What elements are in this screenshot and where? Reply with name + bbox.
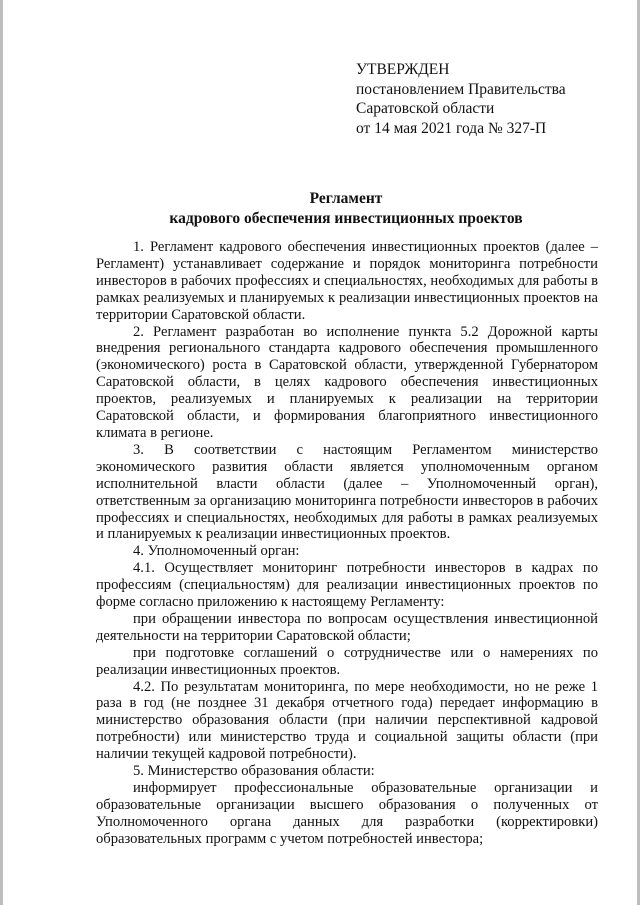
approval-heading: УТВЕРЖДЕН [356,61,450,78]
approval-line: постановлением Правительства [356,80,566,98]
approval-line: Саратовской области [356,100,495,117]
paragraph: 4.1. Осуществляет мониторинг потребности инвесторов в кадрах по профессиям (специальностям) для реализации инвестиционных проектов по форме согласно приложению к настоящему Регламенту: [96,560,598,611]
title-line: кадрового обеспечения инвестиционных проектов [169,210,523,227]
document-title [96,189,596,229]
title-line: Регламент [309,190,383,207]
scan-edge-left [0,0,3,905]
paragraph: при подготовке соглашений о сотрудничестве или о намерениях по реализации инвестиционных проектов. [96,644,598,678]
paragraph: 3. В соответствии с настоящим Регламентом министерство экономического развития области является уполномоченным органом исполнительной власти области (далее – Уполномоченный орган), ответственным за организацию мониторинга потребности инвесторов в рабочих профессиях и специальностях, необходимых для работы в рамках реализуемых и планируемых к реализации инвестиционных проектов. [96,441,598,543]
paragraph: 5. Министерство образования области: [133,763,375,780]
paragraph: 4. Уполномоченный орган: [133,543,300,560]
approval-date-line: от 14 мая 2021 года № 327-П [356,119,547,137]
document-body [96,239,598,848]
paragraph: информирует профессиональные образовательные организации и образовательные организации высшего образования о полученных от Уполномоченного органа данных для разработки (корректировки) образовательных программ с учетом потребностей инвестора; [96,780,598,847]
paragraph: при обращении инвестора по вопросам осуществления инвестиционной деятельности на территории Саратовской области; [96,610,598,644]
approval-stamp [356,60,566,138]
paragraph: 4.2. По результатам мониторинга, по мере необходимости, но не реже 1 раза в год (не позднее 31 декабря отчетного года) передает информацию в министерство образования области (при наличии перспективной кадровой потребности) или министерство труда и социальной защиты области (при наличии текущей кадровой потребности). [96,678,598,763]
paragraph: 2. Регламент разработан во исполнение пункта 5.2 Дорожной карты внедрения регионального стандарта кадрового обеспечения промышленного (экономического) роста в Саратовской области, утвержденной Губернатором Саратовской области, в целях кадрового обеспечения инвестиционных проектов, реализуемых и планируемых к реализации на территории Саратовской области, и формирования благоприятного инвестиционного климата в регионе. [96,323,598,441]
paragraph: 1. Регламент кадрового обеспечения инвестиционных проектов (далее – Регламент) устанавливает содержание и порядок мониторинга потребности инвесторов в рабочих профессиях и специальностях, необходимых для работы в рамках реализуемых и планируемых к реализации инвестиционных проектов на территории Саратовской области. [96,239,598,323]
